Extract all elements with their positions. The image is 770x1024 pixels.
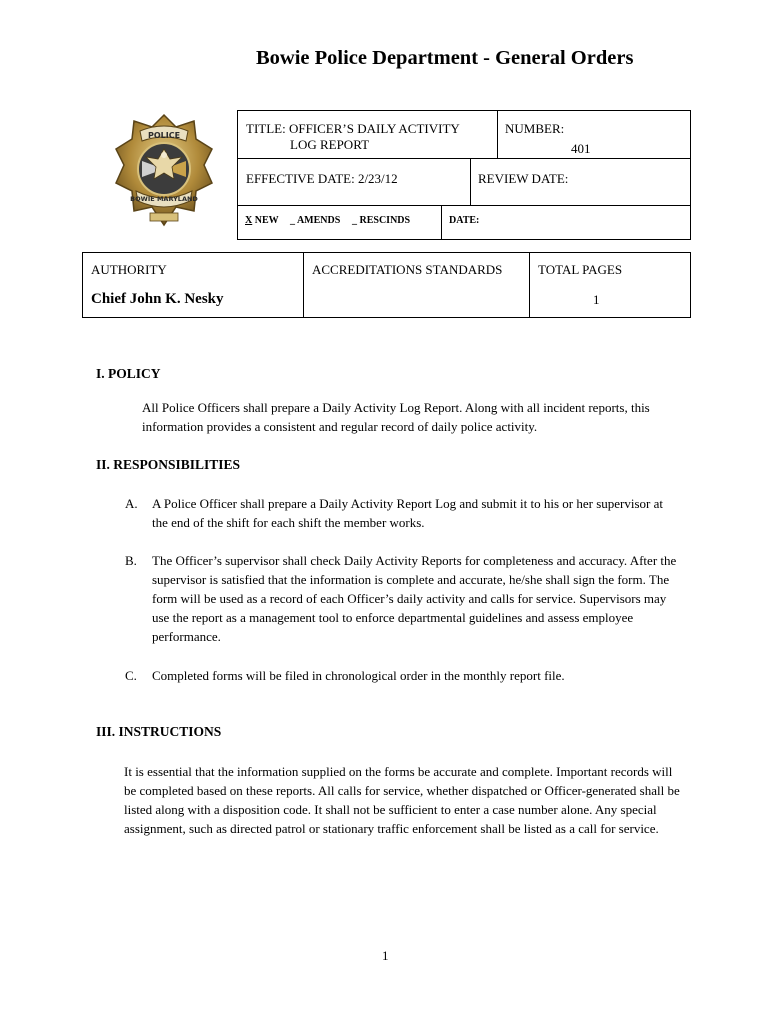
number-value: 401	[571, 141, 591, 156]
instructions-paragraph	[124, 762, 694, 838]
new-label: NEW	[252, 215, 279, 226]
total-pages-label: TOTAL PAGES	[538, 262, 623, 277]
title-line2: LOG REPORT	[290, 137, 370, 152]
effective-date: EFFECTIVE DATE: 2/23/12	[246, 171, 398, 186]
responsibility-marker: B.	[125, 553, 137, 568]
responsibilities-heading: II. RESPONSIBILITIES	[96, 457, 241, 472]
instructions-line: It is essential that the information supplied on the forms be accurate and complete. Important records will	[124, 764, 673, 779]
responsibility-item-b	[152, 551, 692, 646]
divider	[529, 252, 530, 318]
divider	[303, 252, 304, 318]
responsibility-marker: C.	[125, 668, 137, 683]
divider	[441, 205, 442, 240]
svg-text:POLICE: POLICE	[147, 131, 181, 140]
responsibility-line: supervisor is satisfied that the information is complete and accurate, he/she shall sign the form. The	[152, 572, 670, 587]
divider	[497, 110, 498, 158]
responsibility-line: form will be used as a record of each Officer’s daily activity and calls for service. Supervisors may	[152, 591, 667, 606]
responsibility-line: The Officer’s supervisor shall check Daily Activity Reports for completeness and accuracy. After the	[152, 553, 677, 568]
policy-line: information provides a consistent and regular record of daily police activity.	[142, 419, 538, 434]
instructions-line: be completed based on these reports. All calls for service, whether dispatched or Officer-generated shall be	[124, 783, 680, 798]
total-pages-value: 1	[593, 292, 600, 307]
page-title: Bowie Police Department - General Orders	[256, 47, 634, 69]
accreditations-label: ACCREDITATIONS STANDARDS	[312, 262, 503, 277]
responsibility-item-a	[152, 494, 692, 532]
responsibility-line: A Police Officer shall prepare a Daily Activity Report Log and submit it to his or her supervisor at	[152, 496, 663, 511]
rescinds-option: _ RESCINDS	[352, 215, 411, 226]
police-badge-logo	[112, 113, 216, 233]
policy-paragraph	[142, 398, 692, 436]
svg-text:BOWIE MARYLAND: BOWIE MARYLAND	[130, 195, 198, 203]
responsibility-line: the end of the shift for each shift the member works.	[152, 515, 425, 530]
policy-heading: I. POLICY	[96, 366, 161, 381]
amends-option: _ AMENDS	[290, 215, 341, 226]
divider	[237, 205, 691, 206]
authority-value: Chief John K. Nesky	[91, 291, 224, 307]
instructions-line: assignment, such as directed patrol or stationary traffic enforcement shall be listed as a call for service.	[124, 821, 659, 836]
number-label: NUMBER:	[505, 121, 565, 136]
new-mark: X	[245, 215, 253, 226]
review-date-label: REVIEW DATE:	[478, 171, 569, 186]
instructions-heading: III. INSTRUCTIONS	[96, 724, 222, 739]
responsibility-marker: A.	[125, 496, 138, 511]
page-number: 1	[382, 948, 389, 963]
divider	[237, 158, 691, 159]
responsibility-item-c	[152, 666, 692, 685]
responsibility-line: Completed forms will be filed in chronological order in the monthly report file.	[152, 668, 565, 683]
responsibility-line: use the report as a management tool to enforce departmental guidelines and assess employee	[152, 610, 634, 625]
title-label: TITLE: OFFICER’S DAILY ACTIVITY	[246, 121, 460, 136]
date-label: DATE:	[449, 215, 480, 226]
policy-line: All Police Officers shall prepare a Daily Activity Log Report. Along with all incident reports, this	[142, 400, 650, 415]
new-option	[245, 215, 279, 226]
instructions-line: listed along with a disposition code. It shall not be sufficient to enter a case number alone. Any special	[124, 802, 657, 817]
authority-label: AUTHORITY	[91, 262, 167, 277]
divider	[470, 158, 471, 205]
responsibility-line: performance.	[152, 629, 221, 644]
